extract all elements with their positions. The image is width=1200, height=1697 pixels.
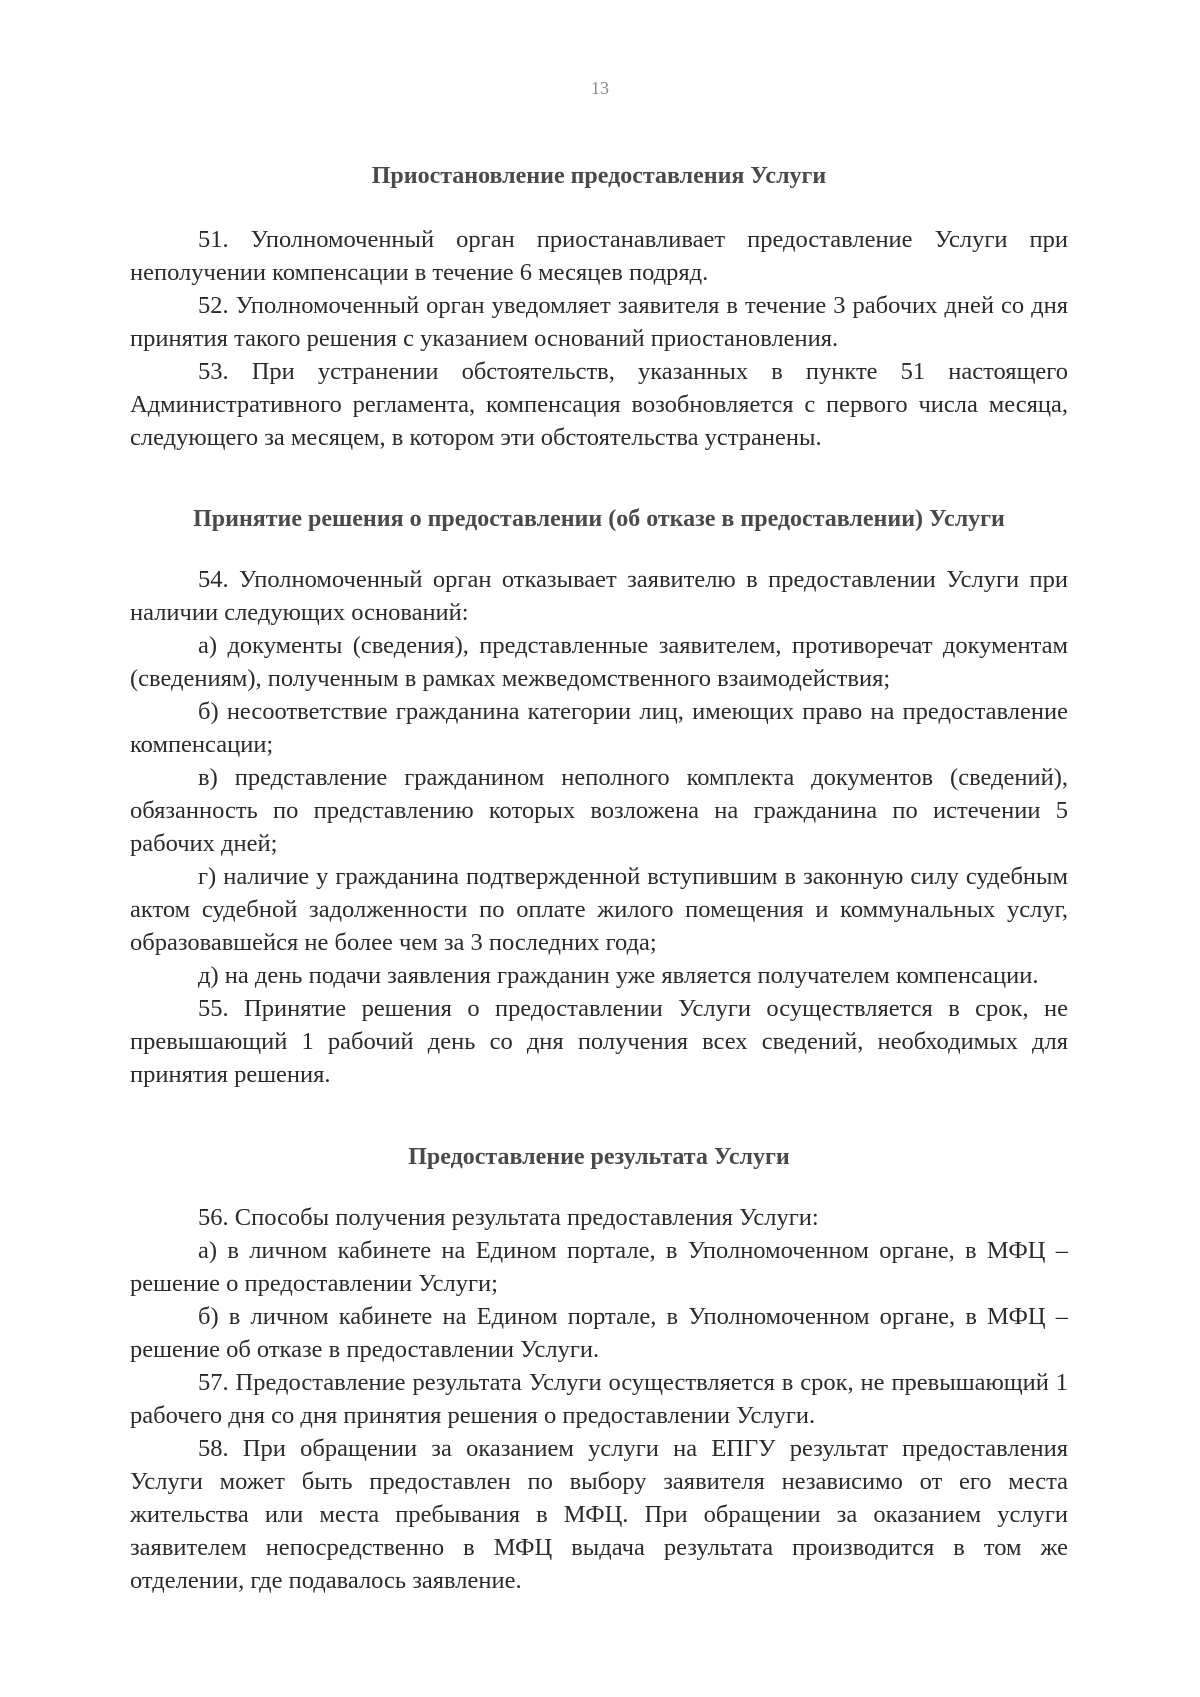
paragraph-51: 51. Уполномоченный орган приостанавливает предоставление Услуги при неполучении компенсации в течение 6 месяцев подряд. xyxy=(130,226,1068,286)
paragraph-54: 54. Уполномоченный орган отказывает заявителю в предоставлении Услуги при наличии следующих оснований: xyxy=(130,566,1068,626)
page-number: 13 xyxy=(591,78,609,98)
paragraph-54-a: а) документы (сведения), представленные заявителем, противоречат документам (сведениям), полученным в рамках межведомственного взаимодействия; xyxy=(130,632,1068,692)
paragraph-55: 55. Принятие решения о предоставлении Услуги осуществляется в срок, не превышающий 1 рабочий день со дня получения всех сведений, необходимых для принятия решения. xyxy=(130,995,1068,1088)
section-heading-decision: Принятие решения о предоставлении (об отказе в предоставлении) Услуги xyxy=(193,506,1005,532)
paragraph-52: 52. Уполномоченный орган уведомляет заявителя в течение 3 рабочих дней со дня принятия такого решения с указанием оснований приостановления. xyxy=(130,292,1068,352)
paragraph-56-a: а) в личном кабинете на Едином портале, в Уполномоченном органе, в МФЦ – решение о предоставлении Услуги; xyxy=(130,1237,1068,1297)
paragraph-57: 57. Предоставление результата Услуги осуществляется в срок, не превышающий 1 рабочего дня со дня принятия решения о предоставлении Услуги. xyxy=(130,1369,1068,1429)
section-suspension-body xyxy=(130,223,1068,454)
paragraph-56-b: б) в личном кабинете на Едином портале, в Уполномоченном органе, в МФЦ – решение об отказе в предоставлении Услуги. xyxy=(130,1303,1068,1363)
section-result-body xyxy=(130,1201,1068,1597)
paragraph-54-d: д) на день подачи заявления гражданин уже является получателем компенсации. xyxy=(198,962,1039,989)
paragraph-53: 53. При устранении обстоятельств, указанных в пункте 51 настоящего Административного регламента, компенсация возобновляется с первого числа месяца, следующего за месяцем, в котором эти обстоятельства устранены. xyxy=(130,358,1068,451)
paragraph-56: 56. Способы получения результата предоставления Услуги: xyxy=(198,1204,819,1231)
paragraph-54-v: в) представление гражданином неполного комплекта документов (сведений), обязанность по представлению которых возложена на гражданина по истечении 5 рабочих дней; xyxy=(130,764,1068,857)
paragraph-54-b: б) несоответствие гражданина категории лиц, имеющих право на предоставление компенсации; xyxy=(130,698,1068,758)
section-decision-body xyxy=(130,563,1068,1091)
section-heading-suspension: Приостановление предоставления Услуги xyxy=(371,163,827,189)
paragraph-54-g: г) наличие у гражданина подтвержденной вступившим в законную силу судебным актом судебной задолженности по оплате жилого помещения и коммунальных услуг, образовавшейся не более чем за 3 последних года; xyxy=(130,863,1068,956)
paragraph-58: 58. При обращении за оказанием услуги на ЕПГУ результат предоставления Услуги может быть предоставлен по выбору заявителя независимо от его места жительства или места пребывания в МФЦ. При обращении за оказанием услуги заявителем непосредственно в МФЦ выдача результата производится в том же отделении, где подавалось заявление. xyxy=(130,1435,1068,1594)
section-heading-result: Предоставление результата Услуги xyxy=(408,1144,790,1170)
